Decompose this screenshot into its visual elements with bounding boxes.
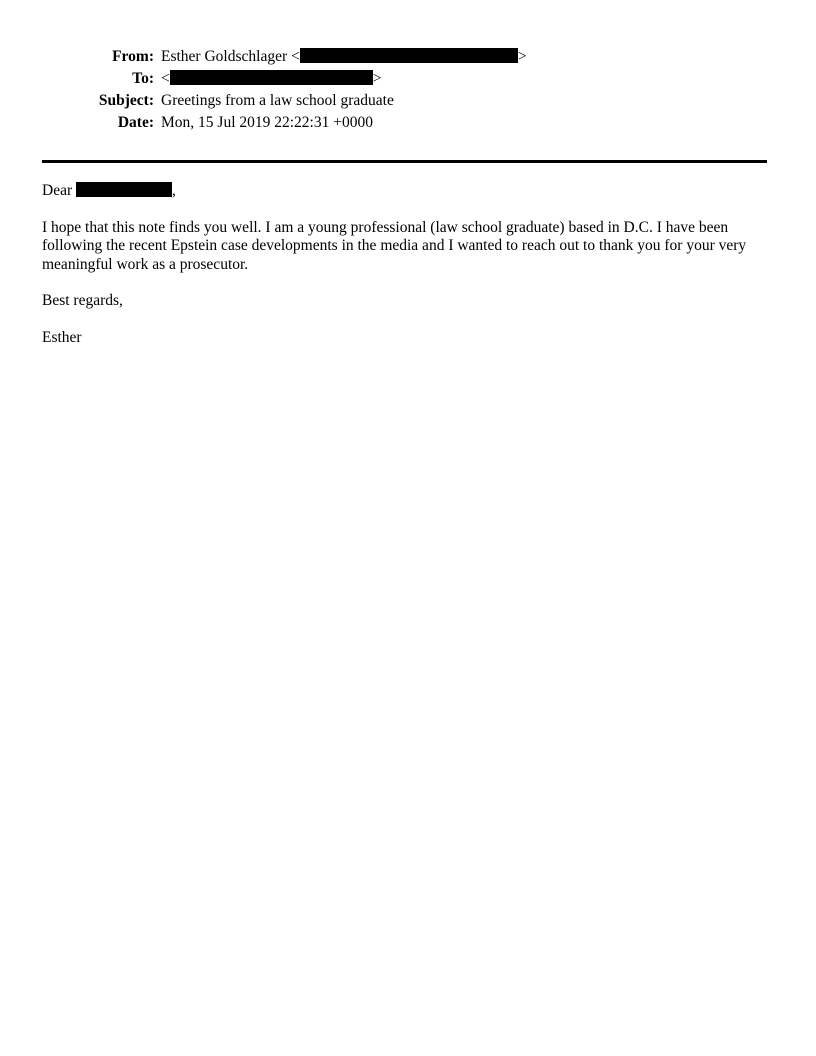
date-value: Mon, 15 Jul 2019 22:22:31 +0000	[161, 114, 373, 131]
header-row-subject	[42, 90, 772, 112]
signoff-line: Best regards,	[42, 292, 123, 310]
header-divider-rule	[42, 160, 767, 163]
from-angle-close: >	[517, 48, 527, 65]
to-angle-open: <	[161, 70, 170, 87]
header-row-from	[42, 46, 772, 68]
date-label: Date:	[117, 114, 154, 131]
body-paragraph: I hope that this note finds you well. I am a young professional (law school graduate) based in D.C. I have been following the recent Epstein case developments in the media and I wanted to reach out to thank you for your very meaningful work as a prosecutor.	[42, 218, 747, 273]
from-angle-open: <	[291, 48, 300, 65]
salutation-suffix: ,	[172, 182, 176, 199]
to-angle-close: >	[372, 70, 382, 87]
to-label: To:	[132, 70, 154, 87]
email-header	[42, 46, 772, 134]
from-value	[161, 46, 772, 68]
recipient-name-redaction	[76, 182, 172, 197]
from-label: From:	[112, 48, 154, 65]
email-body	[42, 180, 757, 366]
subject-value: Greetings from a law school graduate	[161, 92, 394, 109]
header-row-to	[42, 68, 772, 90]
header-row-date	[42, 112, 772, 134]
from-email-redaction	[300, 48, 518, 63]
signature-line: Esther	[42, 328, 82, 346]
to-email-redaction	[170, 70, 373, 85]
to-value	[161, 68, 772, 90]
subject-label: Subject:	[98, 92, 154, 109]
salutation-prefix: Dear	[42, 182, 73, 199]
salutation-line	[42, 180, 757, 201]
from-sender-name: Esther Goldschlager	[161, 48, 288, 65]
